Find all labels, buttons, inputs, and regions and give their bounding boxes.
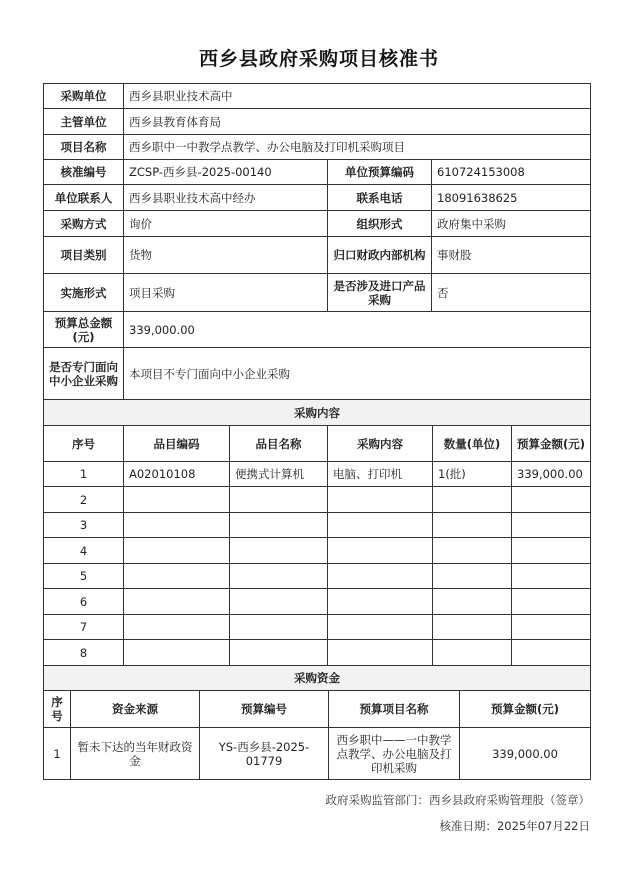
row-index: 8 bbox=[44, 640, 124, 666]
item-code bbox=[124, 640, 230, 666]
dept-label: 归口财政内部机构 bbox=[328, 237, 432, 274]
import-label: 是否涉及进口产品采购 bbox=[328, 274, 432, 312]
funds-header: 预算编号 bbox=[200, 691, 329, 728]
item-quantity bbox=[433, 615, 512, 640]
item-budget bbox=[512, 513, 591, 538]
contact-label: 单位联系人 bbox=[44, 185, 124, 211]
fund-source: 暂未下达的当年财政资金 bbox=[71, 728, 200, 780]
impl-value: 项目采购 bbox=[124, 274, 328, 312]
fund-budget-no: YS-西乡县-2025-01779 bbox=[200, 728, 329, 780]
total-budget-value: 339,000.00 bbox=[124, 312, 591, 348]
item-content bbox=[328, 513, 433, 538]
item-code bbox=[124, 589, 230, 615]
funds-section-title: 采购资金 bbox=[44, 666, 591, 691]
item-code bbox=[124, 487, 230, 513]
item-content bbox=[328, 615, 433, 640]
row-index: 4 bbox=[44, 538, 124, 564]
row-index: 6 bbox=[44, 589, 124, 615]
content-header: 品目名称 bbox=[230, 426, 328, 462]
supervisor-label: 主管单位 bbox=[44, 109, 124, 135]
item-quantity bbox=[433, 564, 512, 589]
document-title: 西乡县政府采购项目核准书 bbox=[198, 48, 439, 70]
supervisor-department: 政府采购监管部门：西乡县政府采购管理股（签章） bbox=[325, 793, 590, 807]
table-row bbox=[44, 589, 591, 615]
item-quantity bbox=[433, 513, 512, 538]
funds-header: 序号 bbox=[44, 691, 71, 728]
method-value: 询价 bbox=[124, 211, 328, 237]
impl-label: 实施形式 bbox=[44, 274, 124, 312]
item-name: 便携式计算机 bbox=[230, 462, 328, 487]
funds-header: 预算项目名称 bbox=[329, 691, 460, 728]
table-row bbox=[44, 640, 591, 666]
item-budget: 339,000.00 bbox=[512, 462, 591, 487]
table-row bbox=[44, 487, 591, 513]
funds-header: 资金来源 bbox=[71, 691, 200, 728]
procurement-funds-table bbox=[43, 665, 591, 780]
item-quantity bbox=[433, 640, 512, 666]
row-index: 7 bbox=[44, 615, 124, 640]
item-budget bbox=[512, 615, 591, 640]
budget-code-label: 单位预算编码 bbox=[328, 160, 432, 185]
content-header: 采购内容 bbox=[328, 426, 433, 462]
content-section-title: 采购内容 bbox=[44, 400, 591, 426]
row-index: 2 bbox=[44, 487, 124, 513]
item-code bbox=[124, 513, 230, 538]
item-budget bbox=[512, 538, 591, 564]
item-quantity bbox=[433, 589, 512, 615]
phone-label: 联系电话 bbox=[328, 185, 432, 211]
item-budget bbox=[512, 640, 591, 666]
contact-value: 西乡县职业技术高中经办 bbox=[124, 185, 328, 211]
purchaser-label: 采购单位 bbox=[44, 84, 124, 109]
category-value: 货物 bbox=[124, 237, 328, 274]
item-name bbox=[230, 640, 328, 666]
item-quantity bbox=[433, 487, 512, 513]
item-quantity: 1(批) bbox=[433, 462, 512, 487]
content-header: 预算金额(元) bbox=[512, 426, 591, 462]
method-label: 采购方式 bbox=[44, 211, 124, 237]
fund-index: 1 bbox=[44, 728, 71, 780]
fund-amount: 339,000.00 bbox=[460, 728, 591, 780]
table-row bbox=[44, 564, 591, 589]
item-budget bbox=[512, 589, 591, 615]
procurement-content-table bbox=[43, 399, 591, 666]
project-name-label: 项目名称 bbox=[44, 135, 124, 160]
row-index: 1 bbox=[44, 462, 124, 487]
category-label: 项目类别 bbox=[44, 237, 124, 274]
item-name bbox=[230, 589, 328, 615]
item-content bbox=[328, 589, 433, 615]
fund-project-name: 西乡职中——一中教学点教学、办公电脑及打印机采购 bbox=[329, 728, 460, 780]
basic-info-table bbox=[43, 83, 591, 400]
table-row bbox=[44, 538, 591, 564]
purchaser-value: 西乡县职业技术高中 bbox=[124, 84, 591, 109]
item-quantity bbox=[433, 538, 512, 564]
item-name bbox=[230, 615, 328, 640]
item-name bbox=[230, 564, 328, 589]
approval-date: 核准日期：2025年07月22日 bbox=[439, 819, 590, 833]
org-form-value: 政府集中采购 bbox=[432, 211, 591, 237]
item-code bbox=[124, 615, 230, 640]
item-name bbox=[230, 538, 328, 564]
item-content bbox=[328, 487, 433, 513]
item-code bbox=[124, 564, 230, 589]
table-row bbox=[44, 728, 591, 780]
funds-header: 预算金额(元) bbox=[460, 691, 591, 728]
item-budget bbox=[512, 564, 591, 589]
item-content bbox=[328, 640, 433, 666]
content-header: 序号 bbox=[44, 426, 124, 462]
import-value: 否 bbox=[432, 274, 591, 312]
sme-label: 是否专门面向中小企业采购 bbox=[44, 348, 124, 400]
item-name bbox=[230, 487, 328, 513]
item-content: 电脑、打印机 bbox=[328, 462, 433, 487]
table-row bbox=[44, 513, 591, 538]
item-code bbox=[124, 538, 230, 564]
row-index: 3 bbox=[44, 513, 124, 538]
approval-no-value: ZCSP-西乡县-2025-00140 bbox=[124, 160, 328, 185]
item-content bbox=[328, 564, 433, 589]
supervisor-value: 西乡县教育体育局 bbox=[124, 109, 591, 135]
budget-code-value: 610724153008 bbox=[432, 160, 591, 185]
item-content bbox=[328, 538, 433, 564]
dept-value: 事财股 bbox=[432, 237, 591, 274]
total-budget-label: 预算总金额(元) bbox=[44, 312, 124, 348]
sme-value: 本项目不专门面向中小企业采购 bbox=[124, 348, 591, 400]
item-name bbox=[230, 513, 328, 538]
item-budget bbox=[512, 487, 591, 513]
content-header: 品目编码 bbox=[124, 426, 230, 462]
project-name-value: 西乡职中一中教学点教学、办公电脑及打印机采购项目 bbox=[124, 135, 591, 160]
table-row bbox=[44, 615, 591, 640]
content-header: 数量(单位) bbox=[433, 426, 512, 462]
table-row bbox=[44, 462, 591, 487]
row-index: 5 bbox=[44, 564, 124, 589]
item-code: A02010108 bbox=[124, 462, 230, 487]
phone-value: 18091638625 bbox=[432, 185, 591, 211]
approval-no-label: 核准编号 bbox=[44, 160, 124, 185]
org-form-label: 组织形式 bbox=[328, 211, 432, 237]
